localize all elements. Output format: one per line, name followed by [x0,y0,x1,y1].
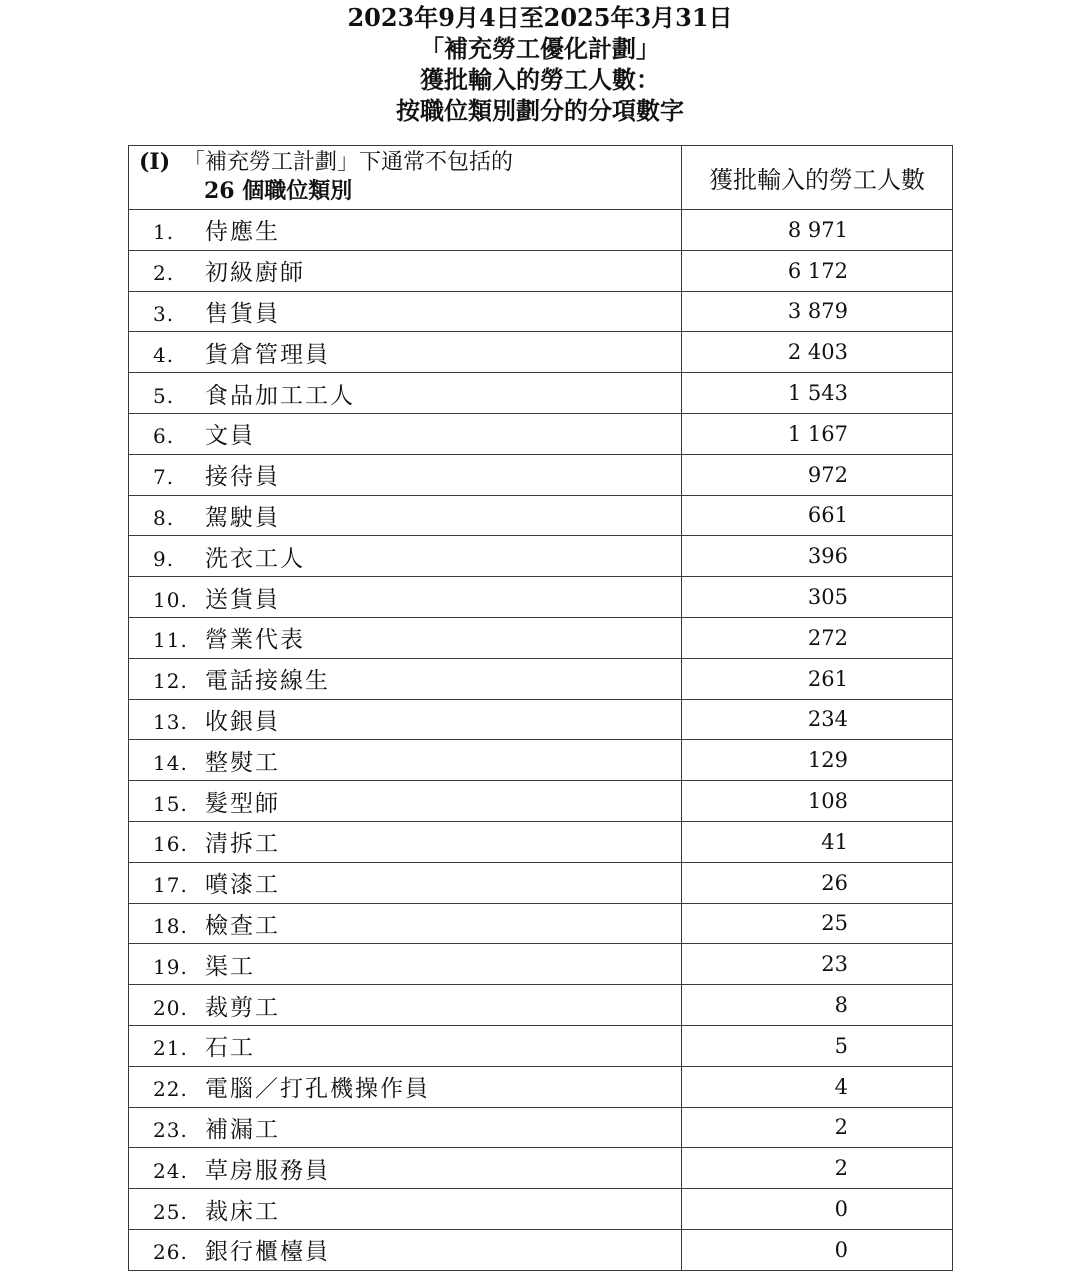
row-number: 13. [153,709,188,734]
row-number: 25. [153,1199,188,1224]
title-subject: 獲批輸入的勞工人數： [420,65,660,94]
table-row [129,985,953,1026]
job-category-label: 食品加工工人 [205,382,355,409]
job-category-cell [129,210,682,251]
table-body [129,210,953,1271]
table-row [129,250,953,291]
table-row [129,658,953,699]
approved-count-cell: 4 [682,1066,953,1107]
approved-count-cell: 234 [682,699,953,740]
table-row [129,1229,953,1270]
row-number: 26. [153,1240,188,1265]
job-category-label: 洗衣工人 [205,545,305,572]
approved-count-cell: 23 [682,944,953,985]
job-category-label: 侍應生 [205,219,280,246]
job-category-table [128,145,953,1271]
section-subtitle: 26 個職位類別 [204,178,353,204]
approved-count-cell: 2 403 [682,332,953,373]
approved-count-cell: 272 [682,617,953,658]
job-category-label: 電話接線生 [205,668,330,695]
job-category-cell [129,291,682,332]
job-category-cell [129,1066,682,1107]
approved-count-cell: 0 [682,1229,953,1270]
job-category-cell [129,862,682,903]
job-category-label: 初級廚師 [205,260,305,287]
table-row [129,373,953,414]
row-number: 16. [153,832,188,857]
approved-count-cell: 26 [682,862,953,903]
job-category-cell [129,1148,682,1189]
job-category-cell [129,495,682,536]
table-row [129,536,953,577]
row-number: 19. [153,954,188,979]
job-category-label: 收銀員 [205,708,280,735]
job-category-label: 接待員 [205,464,280,491]
job-category-label: 補漏工 [205,1116,280,1143]
job-category-cell [129,577,682,618]
table-row [129,454,953,495]
table-row [129,781,953,822]
row-number: 12. [153,669,188,694]
document-title [0,2,1080,126]
table-row [129,1025,953,1066]
row-number: 3. [153,301,175,326]
header-category-cell [129,146,682,210]
table-row [129,862,953,903]
job-category-label: 電腦／打孔機操作員 [205,1076,430,1103]
job-category-cell [129,903,682,944]
approved-count-cell: 5 [682,1025,953,1066]
job-category-cell [129,658,682,699]
row-number: 4. [153,342,175,367]
row-number: 10. [153,587,188,612]
job-category-cell [129,536,682,577]
title-breakdown: 按職位類別劃分的分項數字 [396,96,684,125]
table-row [129,1189,953,1230]
row-number: 23. [153,1117,188,1142]
title-date-range: 2023年9月4日至2025年3月31日 [347,3,733,32]
job-category-cell [129,373,682,414]
job-category-label: 草房服務員 [205,1157,330,1184]
row-number: 8. [153,505,175,530]
approved-count-cell: 8 [682,985,953,1026]
row-number: 24. [153,1158,188,1183]
approved-count-cell: 261 [682,658,953,699]
row-number: 21. [153,1036,188,1061]
approved-count-cell: 25 [682,903,953,944]
approved-count-cell: 1 167 [682,413,953,454]
job-category-label: 裁剪工 [205,994,280,1021]
job-category-label: 整熨工 [205,749,280,776]
table-row [129,740,953,781]
approved-count-cell: 129 [682,740,953,781]
table-row [129,210,953,251]
job-category-cell [129,1189,682,1230]
approved-count-cell: 305 [682,577,953,618]
table-row [129,699,953,740]
table-row [129,291,953,332]
approved-count-cell: 108 [682,781,953,822]
approved-count-cell: 3 879 [682,291,953,332]
row-number: 7. [153,465,175,490]
job-category-label: 檢查工 [205,912,280,939]
table-row [129,332,953,373]
job-category-cell [129,1107,682,1148]
approved-count-cell: 41 [682,821,953,862]
table-row [129,1148,953,1189]
row-number: 22. [153,1077,188,1102]
job-category-cell [129,332,682,373]
job-category-label: 裁床工 [205,1198,280,1225]
job-category-cell [129,699,682,740]
table-header-row [129,146,953,210]
job-category-label: 噴漆工 [205,872,280,899]
row-number: 17. [153,873,188,898]
table-row [129,1066,953,1107]
row-number: 11. [153,628,188,653]
row-number: 9. [153,546,175,571]
job-category-cell [129,821,682,862]
approved-count-cell: 661 [682,495,953,536]
row-number: 18. [153,913,188,938]
table-row [129,617,953,658]
table-row [129,944,953,985]
job-category-cell [129,617,682,658]
job-category-label: 送貨員 [205,586,280,613]
job-category-cell [129,781,682,822]
approved-count-cell: 2 [682,1148,953,1189]
table-row [129,1107,953,1148]
job-category-label: 營業代表 [205,627,305,654]
job-category-label: 售貨員 [205,300,280,327]
job-category-label: 渠工 [205,953,255,980]
header-count-cell: 獲批輸入的勞工人數 [682,146,953,210]
job-category-label: 石工 [205,1035,255,1062]
row-number: 5. [153,383,175,408]
job-category-cell [129,1229,682,1270]
job-category-cell [129,413,682,454]
job-category-label: 髮型師 [205,790,280,817]
row-number: 2. [153,261,175,286]
row-number: 15. [153,791,188,816]
table-row [129,903,953,944]
approved-count-cell: 8 971 [682,210,953,251]
table-row [129,821,953,862]
table-row [129,413,953,454]
job-category-label: 文員 [205,423,255,450]
job-category-label: 貨倉管理員 [205,341,330,368]
row-number: 14. [153,750,188,775]
job-category-label: 銀行櫃檯員 [205,1239,330,1266]
job-category-label: 駕駛員 [205,504,280,531]
table-row [129,577,953,618]
approved-count-cell: 396 [682,536,953,577]
row-number: 1. [153,220,175,245]
approved-count-cell: 1 543 [682,373,953,414]
job-category-cell [129,454,682,495]
approved-count-cell: 972 [682,454,953,495]
job-category-cell [129,985,682,1026]
section-code: (I) [139,149,171,175]
row-number: 20. [153,995,188,1020]
job-category-cell [129,740,682,781]
job-category-cell [129,944,682,985]
approved-count-cell: 0 [682,1189,953,1230]
approved-count-cell: 6 172 [682,250,953,291]
table-row [129,495,953,536]
section-title: 「補充勞工計劃」下通常不包括的 [183,150,514,175]
job-category-cell [129,1025,682,1066]
approved-count-cell: 2 [682,1107,953,1148]
row-number: 6. [153,424,175,449]
job-category-label: 清拆工 [205,831,280,858]
job-category-cell [129,250,682,291]
title-scheme-name: 「補充勞工優化計劃」 [420,34,660,63]
